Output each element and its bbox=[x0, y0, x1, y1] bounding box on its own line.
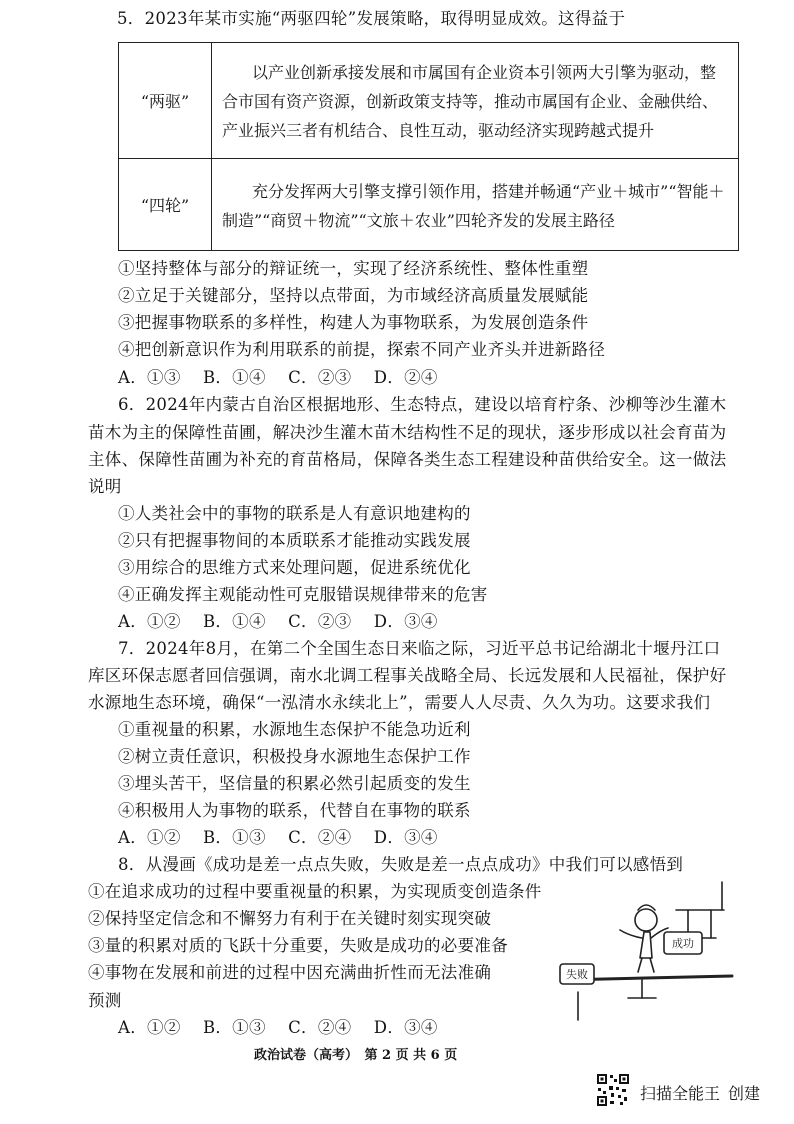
q6-option-2: ②只有把握事物间的本质联系才能推动实践发展 bbox=[118, 531, 471, 550]
q7-stem-line-1: 7．2024年8月，在第二个全国生态日来临之际，习近平总书记给湖北十堰丹江口 bbox=[118, 639, 721, 658]
q8-stem: 8．从漫画《成功是差一点点失败，失败是差一点点成功》中我们可以感悟到 bbox=[118, 855, 684, 874]
failure-sign-text: 失败 bbox=[566, 968, 588, 981]
q5-row1-label: “两驱” bbox=[119, 43, 212, 159]
q6-option-4: ④正确发挥主观能动性可克服错误规律带来的危害 bbox=[118, 585, 488, 604]
q7-option-2: ②树立责任意识，积极投身水源地生态保护工作 bbox=[118, 747, 471, 766]
page-footer: 政治试卷（高考） 第 2 页 共 6 页 bbox=[254, 1048, 458, 1063]
q6-option-1: ①人类社会中的事物的联系是人有意识地建构的 bbox=[118, 504, 471, 523]
q7-option-3: ③埋头苦干，坚信量的积累必然引起质变的发生 bbox=[118, 774, 471, 793]
q5-row2-label: “四轮” bbox=[119, 159, 212, 251]
qr-code-icon bbox=[596, 1073, 630, 1107]
q6-stem-line-4: 说明 bbox=[88, 477, 122, 496]
q5-row1-text: 以产业创新承接发展和市属国有企业资本引领两大引擎为驱动，整合市国有资产资源，创新政策支持等，推动市属国有企业、金融供给、产业振兴三者有机结合、良性互动，驱动经济实现跨越式提升 bbox=[212, 43, 739, 159]
q7-stem-line-3: 水源地生态环境，确保“一泓清水永续北上”，需要人人尽责、久久为功。这要求我们 bbox=[88, 693, 711, 712]
q8-option-1: ①在追求成功的过程中要重视量的积累，为实现质变创造条件 bbox=[88, 882, 542, 901]
q5-option-2: ②立足于关键部分，坚持以点带面，为市域经济高质量发展赋能 bbox=[118, 286, 589, 305]
q5-option-4: ④把创新意识作为利用联系的前提，探索不同产业齐头并进新路径 bbox=[118, 340, 606, 359]
scanner-watermark bbox=[640, 1081, 760, 1104]
q8-option-2: ②保持坚定信念和不懈努力有利于在关键时刻实现突破 bbox=[88, 909, 492, 928]
q5-answers: A．①③ B．①④ C．②③ D．②④ bbox=[118, 368, 438, 387]
q7-answers: A．①② B．①③ C．②④ D．③④ bbox=[118, 828, 438, 847]
q7-stem-line-2: 库区环保志愿者回信强调，南水北调工程事关战略全局、长远发展和人民福祉，保护好 bbox=[88, 666, 727, 685]
q6-stem-line-2: 苗木为主的保障性苗圃，解决沙生灌木苗木结构性不足的现状，逐步形成以社会育苗为 bbox=[88, 423, 727, 442]
q6-answers: A．①② B．①④ C．②③ D．③④ bbox=[118, 612, 438, 631]
q5-option-3: ③把握事物联系的多样性，构建人为事物联系，为发展创造条件 bbox=[118, 313, 589, 332]
q6-option-3: ③用综合的思维方式来处理问题，促进系统优化 bbox=[118, 558, 471, 577]
q8-option-4-continued: 预测 bbox=[88, 991, 122, 1010]
q7-option-4: ④积极用人为事物的联系，代替自在事物的联系 bbox=[118, 801, 471, 820]
q5-stem: 5．2023年某市实施“两驱四轮”发展策略，取得明显成效。这得益于 bbox=[117, 9, 626, 28]
q5-row2-text: 充分发挥两大引擎支撑引领作用，搭建并畅通“产业＋城市”“智能＋制造”“商贸＋物流”“文旅＋农业”四轮齐发的发展主路径 bbox=[212, 159, 739, 251]
q6-stem-line-1: 6．2024年内蒙古自治区根据地形、生态特点，建设以培育柠条、沙柳等沙生灌木 bbox=[118, 395, 727, 414]
scanner-action: 创建 bbox=[728, 1084, 761, 1103]
success-sign-text: 成功 bbox=[672, 937, 694, 950]
scanner-app-name: 扫描全能王 bbox=[640, 1084, 721, 1103]
q5-option-1: ①坚持整体与部分的辩证统一，实现了经济系统性、整体性重塑 bbox=[118, 259, 589, 278]
cartoon-illustration bbox=[556, 880, 734, 1022]
q6-stem-line-3: 主体、保障性苗圃为补充的育苗格局，保障各类生态工程建设种苗供给安全。这一做法 bbox=[88, 450, 727, 469]
q8-option-3: ③量的积累对质的飞跃十分重要，失败是成功的必要准备 bbox=[88, 936, 508, 955]
q5-table bbox=[118, 42, 739, 251]
q7-option-1: ①重视量的积累，水源地生态保护不能急功近利 bbox=[118, 720, 471, 739]
q8-answers: A．①② B．①③ C．②④ D．③④ bbox=[118, 1018, 438, 1037]
q8-option-4: ④事物在发展和前进的过程中因充满曲折性而无法准确 bbox=[88, 963, 492, 982]
